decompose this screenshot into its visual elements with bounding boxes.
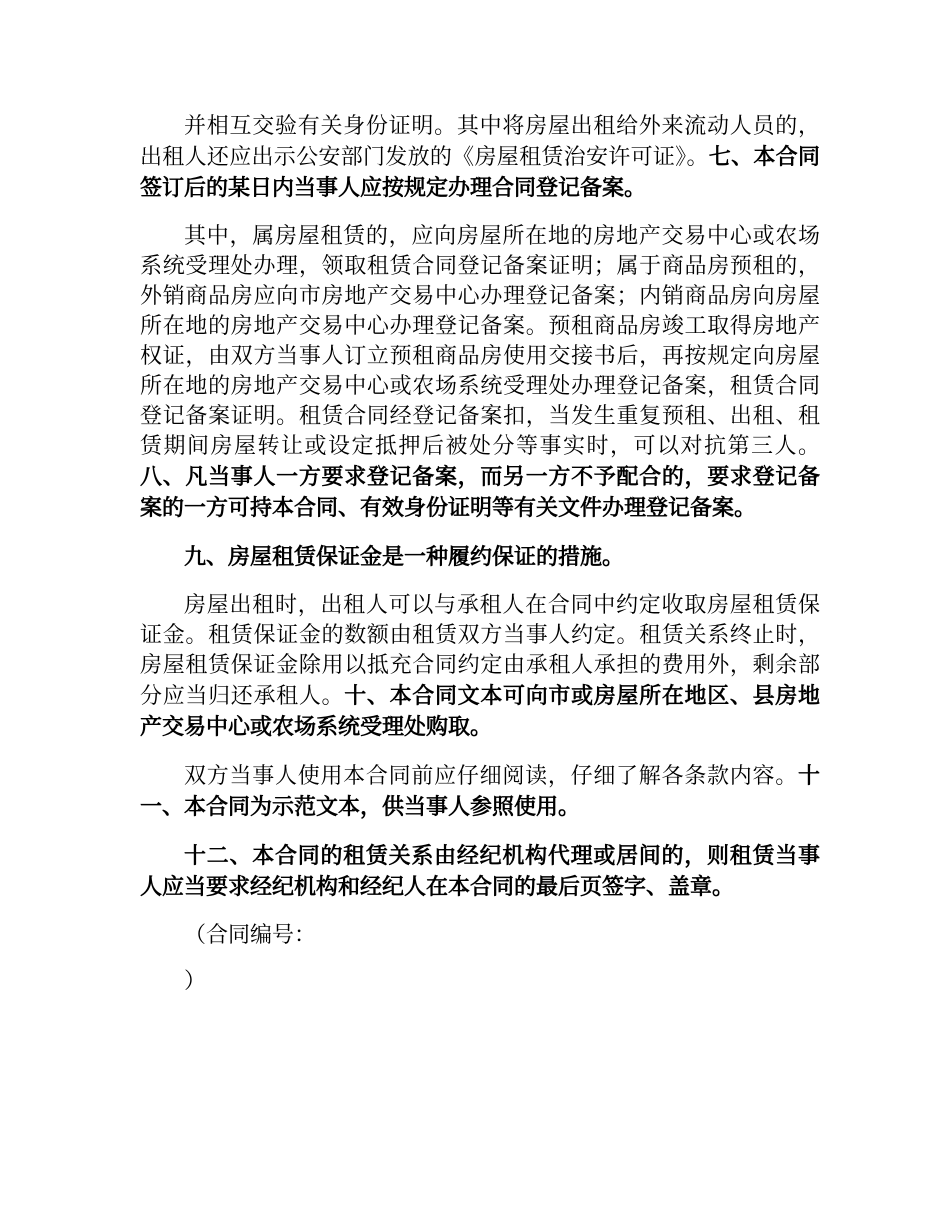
paragraph-5: [140, 761, 820, 823]
paragraph-1: [140, 112, 820, 204]
paragraph-4: [140, 591, 820, 743]
clause-7-heading: 七、本合同签订后的某日内当事人应按规定办理合同登记备案。: [140, 144, 820, 201]
document-page: [140, 112, 820, 997]
paragraph-6: [140, 841, 820, 903]
clause-9-heading: 九、房屋租赁保证金是一种履约保证的措施。: [184, 544, 625, 570]
paragraph-4-text: 房屋出租时，出租人可以与承租人在合同中约定收取房屋租赁保证金。租赁保证金的数额由租赁双方当事人约定。租赁关系终止时，房屋租赁保证金除用以抵充合同约定由承租人承担的费用外，剩余部分应当归还承租人。: [140, 593, 820, 709]
paragraph-3: [140, 542, 820, 573]
clause-12-heading: 十二、本合同的租赁关系由经纪机构代理或居间的，则租赁当事人应当要求经纪机构和经纪人在本合同的最后页签字、盖章。: [140, 843, 820, 900]
clause-10-heading: 十、本合同文本可向市或房屋所在地区、县房地产交易中心或农场系统受理处购取。: [140, 683, 820, 740]
clause-8-heading: 八、凡当事人一方要求登记备案，而另一方不予配合的，要求登记备案的一方可持本合同、有效身份证明等有关文件办理登记备案。: [140, 464, 820, 521]
paragraph-1-text: 并相互交验有关身份证明。其中将房屋出租给外来流动人员的，出租人还应出示公安部门发放的《房屋租赁治安许可证》。: [140, 114, 820, 170]
contract-number-label: （合同编号：: [184, 923, 317, 948]
clause-11-heading: 十一、本合同为示范文本，供当事人参照使用。: [140, 763, 820, 820]
paragraph-2-text: 其中，属房屋租赁的，应向房屋所在地的房地产交易中心或农场系统受理处办理，领取租赁合同登记备案证明；属于商品房预租的，外销商品房应向市房地产交易中心办理登记备案；内销商品房向房屋所在地的房地产交易中心办理登记备案。预租商品房竣工取得房地产权证，由双方当事人订立预租商品房使用交接书后，再按规定向房屋所在地的房地产交易中心或农场系统受理处办理登记备案，租赁合同登记备案证明。租赁合同经登记备案扣，当发生重复预租、出租、租赁期间房屋转让或设定抵押后被处分等事实时，可以对抗第三人。: [140, 224, 820, 459]
paragraph-2: [140, 222, 820, 524]
closing-paren: ）: [184, 969, 207, 994]
paragraph-5-text: 双方当事人使用本合同前应仔细阅读，仔细了解各条款内容。: [184, 764, 798, 789]
